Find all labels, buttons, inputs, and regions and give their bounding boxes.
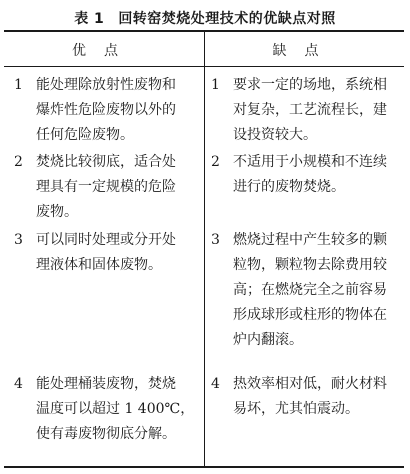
bottom-rule: [4, 466, 404, 468]
disadvantage-text: [233, 228, 387, 353]
column-divider: [204, 31, 205, 466]
text-line: 任何危险废物。: [36, 127, 134, 143]
advantage-text: [36, 372, 194, 447]
advantage-number: 3: [14, 232, 23, 248]
text-line: 高；在燃烧完全之前容易: [233, 282, 387, 298]
text-line: 可以同时处理或分开处: [36, 232, 176, 248]
text-line: 能处理除放射性废物和: [36, 77, 176, 93]
text-line: 理液体和固体废物。: [36, 257, 162, 273]
text-line: 温度可以超过 1 400℃，: [36, 401, 195, 417]
text-line: 不适用于小规模和不连续: [233, 154, 387, 170]
disadvantage-text: [233, 150, 387, 200]
disadvantage-text: [233, 372, 387, 422]
text-line: 进行的废物焚烧。: [233, 179, 345, 195]
disadvantage-number: 2: [211, 154, 220, 170]
text-line: 炉内翻滚。: [233, 332, 303, 348]
text-line: 能处理桶装废物，焚烧: [36, 376, 176, 392]
text-line: 爆炸性危险废物以外的: [36, 102, 176, 118]
text-line: 设投资较大。: [233, 127, 317, 143]
advantage-text: [36, 73, 176, 148]
text-line: 使有毒废物彻底分解。: [36, 426, 176, 442]
disadvantage-number: 4: [211, 376, 220, 392]
table-title: [0, 8, 410, 28]
table-caption: 回转窑焚烧处理技术的优缺点对照: [118, 11, 336, 27]
disadvantage-number: 3: [211, 232, 220, 248]
text-line: 焚烧比较彻底，适合处: [36, 154, 176, 170]
text-line: 形成球形或柱形的物体在: [233, 307, 387, 323]
text-line: 燃烧过程中产生较多的颗: [233, 232, 387, 248]
advantage-number: 2: [14, 154, 23, 170]
text-line: 易坏，尤其怕震动。: [233, 401, 359, 417]
advantage-text: [36, 228, 176, 278]
text-line: 废物。: [36, 204, 78, 220]
text-line: 对复杂，工艺流程长，建: [233, 102, 387, 118]
text-line: 要求一定的场地，系统相: [233, 77, 387, 93]
advantage-number: 4: [14, 376, 23, 392]
text-line: 粒物，颗粒物去除费用较: [233, 257, 387, 273]
table-number: 表 1: [74, 11, 105, 27]
advantage-text: [36, 150, 176, 225]
header-advantages: 优点: [72, 43, 136, 59]
text-line: 理具有一定规模的危险: [36, 179, 176, 195]
text-line: 热效率相对低，耐火材料: [233, 376, 387, 392]
disadvantage-text: [233, 73, 387, 148]
header-disadvantages: 缺点: [272, 43, 337, 59]
disadvantage-number: 1: [211, 77, 220, 93]
advantage-number: 1: [14, 77, 23, 93]
